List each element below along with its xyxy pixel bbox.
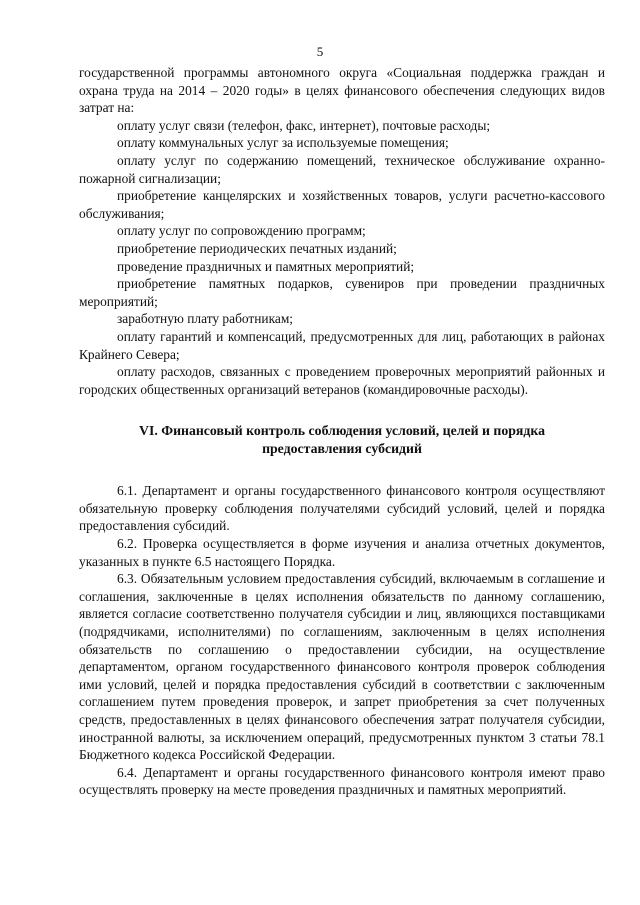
expense-item: оплату услуг по содержанию помещений, техническое обслуживание охранно-пожарной сигнализации; [79,152,605,186]
section-heading-line1: VI. Финансовый контроль соблюдения условий, целей и порядка [138,423,546,439]
expense-item: заработную плату работникам; [117,311,294,327]
page-number: 5 [316,44,324,59]
clause-6-2: 6.2. Проверка осуществляется в форме изучения и анализа отчетных документов, указанных в пункте 6.5 настоящего Порядка. [79,536,605,569]
intro-paragraph: государственной программы автономного округа «Социальная поддержка граждан и охрана труда на 2014 – 2020 годы» в целях финансового обеспечения следующих видов затрат на: [79,65,605,116]
expense-item: оплату услуг по сопровождению программ; [117,223,366,239]
expense-item: проведение праздничных и памятных мероприятий; [117,258,415,274]
expense-item: приобретение памятных подарков, сувениров при проведении праздничных мероприятий; [79,276,605,309]
expense-item: оплату гарантий и компенсаций, предусмотренных для лиц, работающих в районах Крайнего Севера; [79,328,605,362]
expense-item: оплату коммунальных услуг за используемые помещения; [117,135,449,151]
expense-item: приобретение периодических печатных изданий; [117,240,397,256]
section-heading-line2: предоставления субсидий [262,441,422,457]
expense-item: приобретение канцелярских и хозяйственных товаров, услуги расчетно-кассового обслуживания; [79,188,605,221]
expense-item: оплату расходов, связанных с проведением проверочных мероприятий районных и городских общественных организаций ветеранов (командировочные расходы). [79,364,605,397]
clause-6-1: 6.1. Департамент и органы государственного финансового контроля осуществляют обязательную проверку соблюдения получателями субсидий условий, целей и порядка предоставления субсидий. [79,483,605,534]
section-heading [79,422,605,458]
clause-6-4: 6.4. Департамент и органы государственного финансового контроля имеют право осуществлять проверку на месте проведения праздничных и памятных мероприятий. [79,764,605,798]
expense-item: оплату услуг связи (телефон, факс, интернет), почтовые расходы; [117,117,491,133]
clause-6-3: 6.3. Обязательным условием предоставления субсидий, включаемым в соглашение и соглашения, заключенные в целях исполнения обязательств по данному соглашению, является согласие соответственно получателя субсидии и лиц, являющихся поставщиками (подрядчиками, исполнителями) по соглашениям, заключенным в целях исполнения обязательств по соглашению о предоставлении субсидии, на осуществление департаментом, органом государственного финансового контроля проверок соблюдения ими условий, целей и порядка предоставления субсидий в соответствии с заключенным соглашением путем проведения проверок, и запрет приобретения за счет полученных средств, предоставленных в целях финансового обеспечения затрат получателя субсидии, иностранной валюты, за исключением операций, предусмотренных пунктом 3 статьи 78.1 Бюджетного кодекса Российской Федерации. [79,571,605,763]
document-body [79,64,605,799]
